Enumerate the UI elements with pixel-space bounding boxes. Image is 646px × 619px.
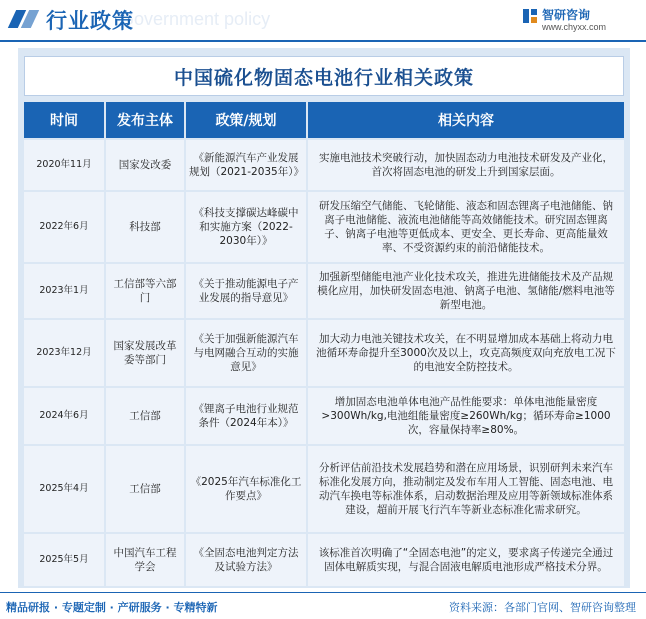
- column-header-policy: 政策/规划: [186, 102, 308, 138]
- row-content: 研发压缩空气储能、飞轮储能、液态和固态锂离子电池储能、钠离子电池储能、液流电池储能等高效储能技术。研究固态锂离子、钠离子电池等更低成本、更安全、更长寿命、更高能量效率、不受资源约束的前沿储能技术。: [308, 192, 624, 262]
- table-row: [24, 264, 624, 318]
- row-date: 2024年6月: [24, 388, 106, 444]
- table-row: [24, 534, 624, 586]
- header-stripes-icon: [8, 7, 38, 31]
- row-issuer: 工信部: [106, 388, 186, 444]
- row-policy: 《关于加强新能源汽车与电网融合互动的实施意见》: [186, 320, 308, 386]
- row-issuer: 中国汽车工程学会: [106, 534, 186, 586]
- row-policy: 《全固态电池判定方法及试验方法》: [186, 534, 308, 586]
- row-date: 2022年6月: [24, 192, 106, 262]
- table-row: [24, 446, 624, 532]
- row-policy: 《新能源汽车产业发展规划（2021-2035年）》: [186, 140, 308, 190]
- table-title: 中国硫化物固态电池行业相关政策: [173, 66, 474, 89]
- row-policy: 《2025年汽车标准化工作要点》: [186, 446, 308, 532]
- row-content: 该标准首次明确了“全固态电池”的定义，要求离子传递完全通过固体电解质实现，与混合固液电解质电池形成严格技术分界。: [308, 534, 624, 586]
- brand-name: 智研咨询: [542, 8, 591, 22]
- column-header-issuer: 发布主体: [106, 102, 186, 138]
- policy-panel: [18, 48, 630, 588]
- brand-url: www.chyxx.com: [542, 22, 607, 32]
- page-title: 行业政策: [46, 9, 134, 33]
- brand-mark-icon: [522, 8, 538, 24]
- header-divider: [0, 40, 646, 42]
- row-date: 2025年4月: [24, 446, 106, 532]
- brand-logo: [522, 6, 634, 36]
- row-issuer: 科技部: [106, 192, 186, 262]
- footer-divider: [0, 592, 646, 593]
- table-row: [24, 140, 624, 190]
- row-date: 2025年5月: [24, 534, 106, 586]
- column-header-date: 时间: [24, 102, 106, 138]
- column-header-content: 相关内容: [308, 102, 624, 138]
- row-issuer: 工信部: [106, 446, 186, 532]
- row-date: 2023年12月: [24, 320, 106, 386]
- table-row: [24, 192, 624, 262]
- row-content: 增加固态电池单体电池产品性能要求：单体电池能量密度>300Wh/kg,电池组能量密度≥260Wh/kg；循环寿命≥1000次，容量保持率≥80%。: [308, 388, 624, 444]
- row-issuer: 国家发展改革委等部门: [106, 320, 186, 386]
- row-policy: 《关于推动能源电子产业发展的指导意见》: [186, 264, 308, 318]
- row-date: 2020年11月: [24, 140, 106, 190]
- policy-table: [24, 100, 624, 588]
- row-content: 实施电池技术突破行动，加快固态动力电池技术研发及产业化，首次将固态电池的研发上升到国家层面。: [308, 140, 624, 190]
- table-header-row: [24, 102, 624, 138]
- row-date: 2023年1月: [24, 264, 106, 318]
- row-content: 加强新型储能电池产业化技术攻关，推进先进储能技术及产品规模化应用，加快研发固态电池、钠离子电池、氢储能/燃料电池等新型电池。: [308, 264, 624, 318]
- table-row: [24, 388, 624, 444]
- footer-services: 精品研报 · 专题定制 · 产研服务 · 专精特新: [6, 601, 218, 614]
- page-header: [0, 0, 646, 40]
- header-watermark-text: Government policy: [120, 9, 271, 29]
- row-issuer: 工信部等六部门: [106, 264, 186, 318]
- table-row: [24, 320, 624, 386]
- source-note: 资料来源：各部门官网、智研咨询整理: [449, 601, 636, 614]
- row-content: 加大动力电池关键技术攻关，在不明显增加成本基础上将动力电池循环寿命提升至3000次及以上，攻克高频度双向充放电工况下的电池安全防控技术。: [308, 320, 624, 386]
- row-content: 分析评估前沿技术发展趋势和潜在应用场景，识别研判未来汽车标准化发展方向，推动制定及发布车用人工智能、固态电池、电动汽车换电等标准体系，启动数据治理及应用等新领域标准体系建设，超前开展飞行汽车等新业态标准化需求研究。: [308, 446, 624, 532]
- row-policy: 《科技支撑碳达峰碳中和实施方案（2022-2030年）》: [186, 192, 308, 262]
- row-policy: 《锂离子电池行业规范条件（2024年本）》: [186, 388, 308, 444]
- table-title-box: [24, 56, 624, 96]
- row-issuer: 国家发改委: [106, 140, 186, 190]
